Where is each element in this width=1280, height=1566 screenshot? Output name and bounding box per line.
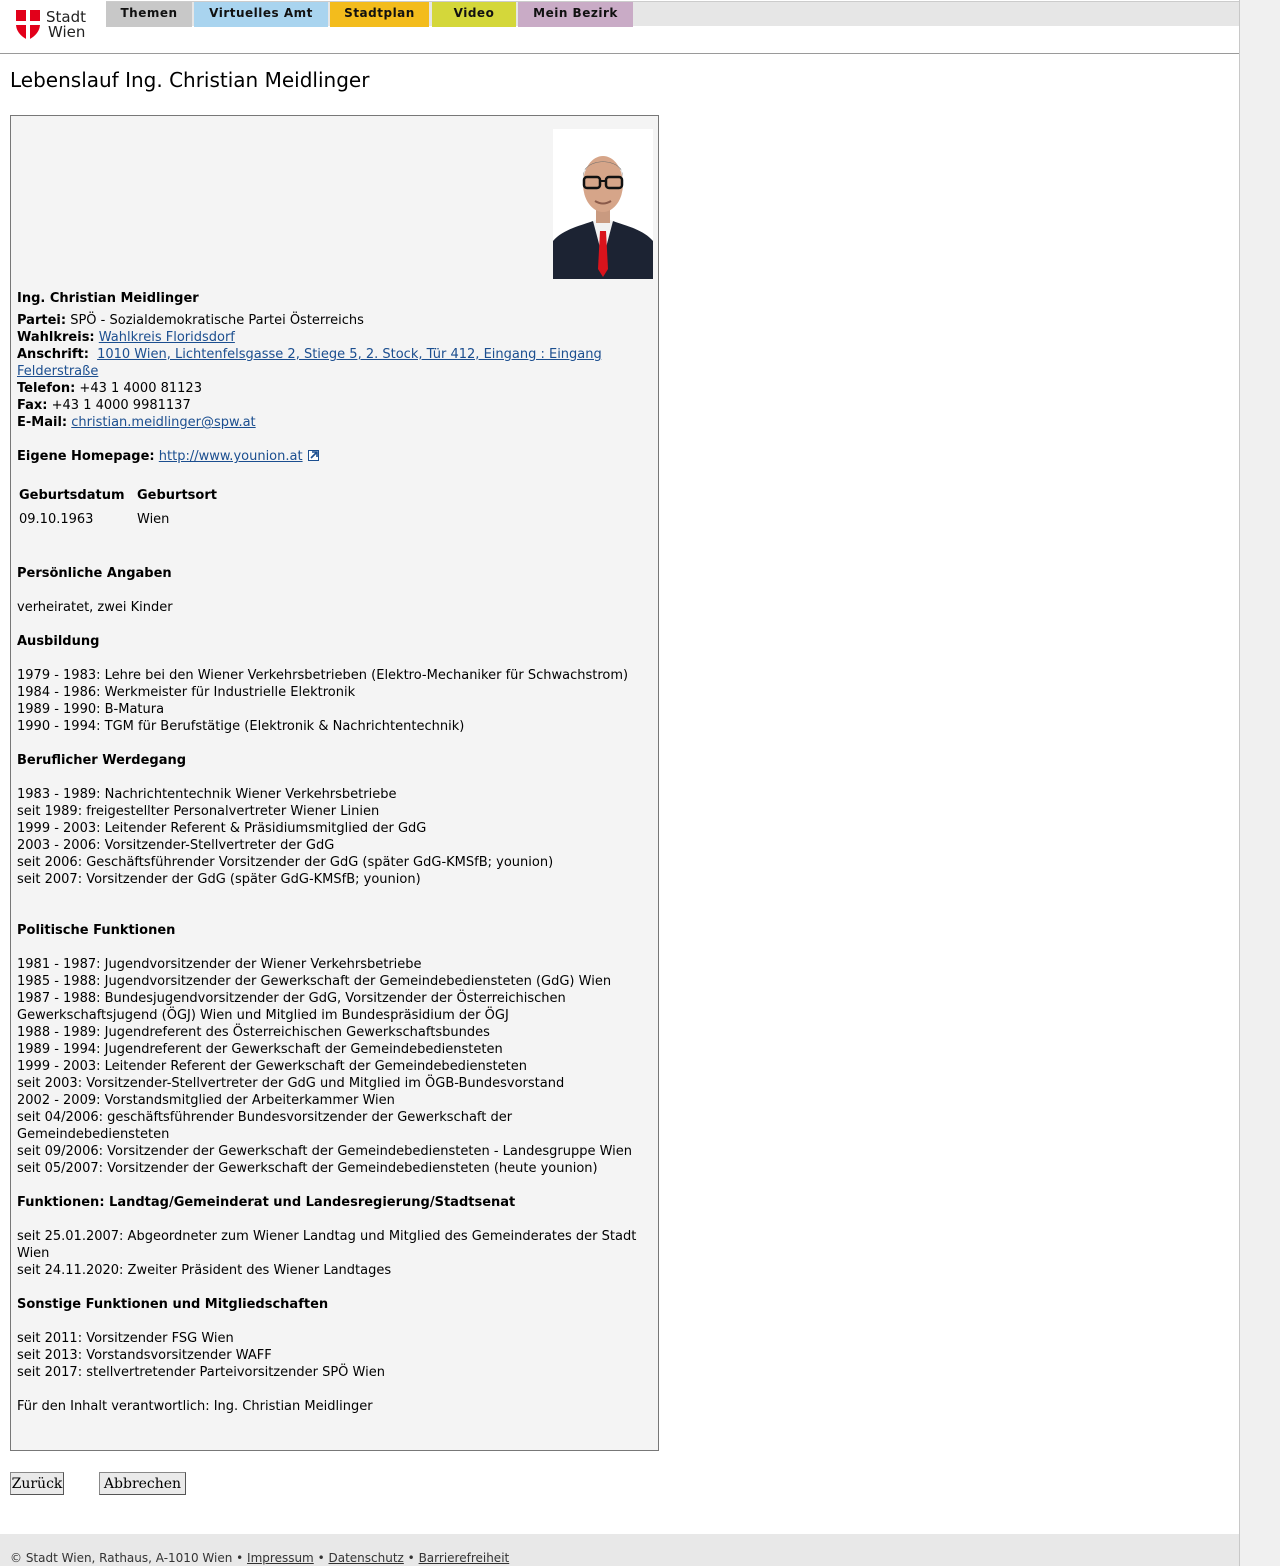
ausbildung-line: 1979 - 1983: Lehre bei den Wiener Verkehrsbetrieben (Elektro-Mechaniker für Schwachstrom)	[17, 668, 629, 683]
wien-shield-icon	[16, 10, 40, 40]
beruf-line: seit 2006: Geschäftsführender Vorsitzender der GdG (später GdG-KMSfB; younion)	[17, 855, 554, 870]
external-link-icon	[308, 450, 319, 461]
ausbildung-line: 1989 - 1990: B-Matura	[17, 702, 165, 717]
email-link[interactable]: christian.meidlinger@spw.at	[71, 415, 256, 430]
politik-line: 1981 - 1987: Jugendvorsitzender der Wiener Verkehrsbetriebe	[17, 957, 422, 972]
anschrift-row-2	[17, 363, 98, 380]
landtag-line: seit 24.11.2020: Zweiter Präsident des Wiener Landtages	[17, 1263, 392, 1278]
wahlkreis-row	[17, 329, 235, 346]
portrait-photo	[553, 129, 653, 279]
fax-label: Fax:	[17, 398, 48, 413]
footer-separator: •	[407, 1551, 415, 1565]
politik-line: 1985 - 1988: Jugendvorsitzender der Gewerkschaft der Gemeindebediensteten (GdG) Wien	[17, 974, 612, 989]
anschrift-label: Anschrift:	[17, 347, 89, 362]
site-footer	[0, 1534, 1239, 1566]
tab-themen[interactable]: Themen	[106, 2, 192, 27]
email-label: E-Mail:	[17, 415, 68, 430]
politik-line: seit 2003: Vorsitzender-Stellvertreter der GdG und Mitglied im ÖGB-Bundesvorstand	[17, 1076, 565, 1091]
footer-copyright: © Stadt Wien, Rathaus, A-1010 Wien	[10, 1551, 233, 1565]
tab-virtuelles-amt[interactable]: Virtuelles Amt	[194, 2, 328, 27]
stadt-wien-logo[interactable]	[16, 10, 96, 42]
beruf-line: 1983 - 1989: Nachrichtentechnik Wiener Verkehrsbetriebe	[17, 787, 397, 802]
landtag-line: Wien	[17, 1246, 50, 1261]
page-title: Lebenslauf Ing. Christian Meidlinger	[10, 68, 370, 92]
politik-line: 1999 - 2003: Leitender Referent der Gewerkschaft der Gemeindebediensteten	[17, 1059, 527, 1074]
anschrift-link-continued[interactable]: Felderstraße	[17, 364, 99, 379]
ausbildung-line: 1990 - 1994: TGM für Berufstätige (Elektronik & Nachrichtentechnik)	[17, 719, 465, 734]
section-title-ausbildung: Ausbildung	[17, 634, 100, 649]
window-right-margin	[1240, 0, 1280, 1566]
logo-wordmark	[46, 10, 86, 40]
footer-link-impressum[interactable]: Impressum	[247, 1551, 314, 1565]
logo-line-wien: Wien	[48, 23, 86, 41]
portrait-image	[553, 129, 653, 279]
footer-text	[10, 1551, 509, 1565]
anschrift-link[interactable]: 1010 Wien, Lichtenfelsgasse 2, Stiege 5, 2. Stock, Tür 412, Eingang : Eingang	[97, 347, 602, 362]
beruf-line: seit 1989: freigestellter Personalvertreter Wiener Linien	[17, 804, 380, 819]
profile-name: Ing. Christian Meidlinger	[17, 291, 199, 306]
tab-video[interactable]: Video	[432, 2, 516, 27]
beruf-line: seit 2007: Vorsitzender der GdG (später GdG-KMSfB; younion)	[17, 872, 421, 887]
beruf-line: 1999 - 2003: Leitender Referent & Präsidiumsmitglied der GdG	[17, 821, 427, 836]
politik-line: 1989 - 1994: Jugendreferent der Gewerkschaft der Gemeindebediensteten	[17, 1042, 503, 1057]
birth-place-value: Wien	[137, 512, 170, 527]
section-title-sonstige: Sonstige Funktionen und Mitgliedschaften	[17, 1297, 329, 1312]
footer-link-datenschutz[interactable]: Datenschutz	[328, 1551, 404, 1565]
landtag-line: seit 25.01.2007: Abgeordneter zum Wiener Landtag und Mitglied des Gemeinderates der Stadt	[17, 1229, 637, 1244]
politik-line: Gemeindebediensteten	[17, 1127, 170, 1142]
homepage-row	[17, 448, 319, 465]
sonstige-line: seit 2011: Vorsitzender FSG Wien	[17, 1331, 234, 1346]
main-navigation	[106, 1, 1239, 26]
sonstige-line: seit 2013: Vorstandsvorsitzender WAFF	[17, 1348, 272, 1363]
footer-separator: •	[236, 1551, 244, 1565]
logo-line-stadt: Stadt	[46, 8, 86, 26]
section-title-persoenlich: Persönliche Angaben	[17, 566, 172, 581]
politik-line: seit 04/2006: geschäftsführender Bundesvorsitzender der Gewerkschaft der	[17, 1110, 513, 1125]
footer-link-barrierefreiheit[interactable]: Barrierefreiheit	[418, 1551, 510, 1565]
site-header	[0, 0, 1239, 54]
email-row	[17, 414, 256, 431]
tab-mein-bezirk[interactable]: Mein Bezirk	[518, 2, 633, 27]
politik-line: seit 09/2006: Vorsitzender der Gewerkschaft der Gemeindebediensteten - Landesgruppe Wien	[17, 1144, 633, 1159]
telefon-label: Telefon:	[17, 381, 76, 396]
sonstige-line: seit 2017: stellvertretender Parteivorsitzender SPÖ Wien	[17, 1365, 385, 1380]
tab-stadtplan[interactable]: Stadtplan	[330, 2, 429, 27]
persoenlich-line: verheiratet, zwei Kinder	[17, 600, 173, 615]
wahlkreis-label: Wahlkreis:	[17, 330, 95, 345]
ausbildung-line: 1984 - 1986: Werkmeister für Industrielle Elektronik	[17, 685, 356, 700]
section-title-landtag: Funktionen: Landtag/Gemeinderat und Landesregierung/Stadtsenat	[17, 1195, 516, 1210]
back-button[interactable]: Zurück	[10, 1472, 64, 1495]
cv-panel	[10, 115, 659, 1451]
partei-value: SPÖ - Sozialdemokratische Partei Österreichs	[70, 313, 364, 328]
birth-place-header: Geburtsort	[137, 488, 217, 503]
beruf-line: 2003 - 2006: Vorsitzender-Stellvertreter der GdG	[17, 838, 335, 853]
politik-line: 2002 - 2009: Vorstandsmitglied der Arbeiterkammer Wien	[17, 1093, 395, 1108]
anschrift-row	[17, 346, 602, 363]
homepage-link[interactable]: http://www.younion.at	[158, 449, 303, 464]
fax-value: +43 1 4000 9981137	[51, 398, 191, 413]
birth-date-value: 09.10.1963	[19, 512, 94, 527]
section-title-politik: Politische Funktionen	[17, 923, 176, 938]
responsibility-note: Für den Inhalt verantwortlich: Ing. Christian Meidlinger	[17, 1399, 373, 1414]
section-title-beruf: Beruflicher Werdegang	[17, 753, 187, 768]
politik-line: Gewerkschaftsjugend (ÖGJ) Wien und Mitglied im Bundespräsidium der ÖGJ	[17, 1008, 509, 1023]
politik-line: 1987 - 1988: Bundesjugendvorsitzender der GdG, Vorsitzender der Österreichischen	[17, 991, 566, 1006]
birth-date-header: Geburtsdatum	[19, 488, 125, 503]
politik-line: 1988 - 1989: Jugendreferent des Österreichischen Gewerkschaftsbundes	[17, 1025, 490, 1040]
fax-row	[17, 397, 191, 414]
cancel-button[interactable]: Abbrechen	[99, 1472, 186, 1495]
homepage-label: Eigene Homepage:	[17, 449, 155, 464]
telefon-row	[17, 380, 202, 397]
telefon-value: +43 1 4000 81123	[79, 381, 202, 396]
wahlkreis-link[interactable]: Wahlkreis Floridsdorf	[98, 330, 235, 345]
partei-row	[17, 312, 364, 329]
partei-label: Partei:	[17, 313, 67, 328]
footer-separator: •	[317, 1551, 325, 1565]
politik-line: seit 05/2007: Vorsitzender der Gewerkschaft der Gemeindebediensteten (heute younion)	[17, 1161, 598, 1176]
